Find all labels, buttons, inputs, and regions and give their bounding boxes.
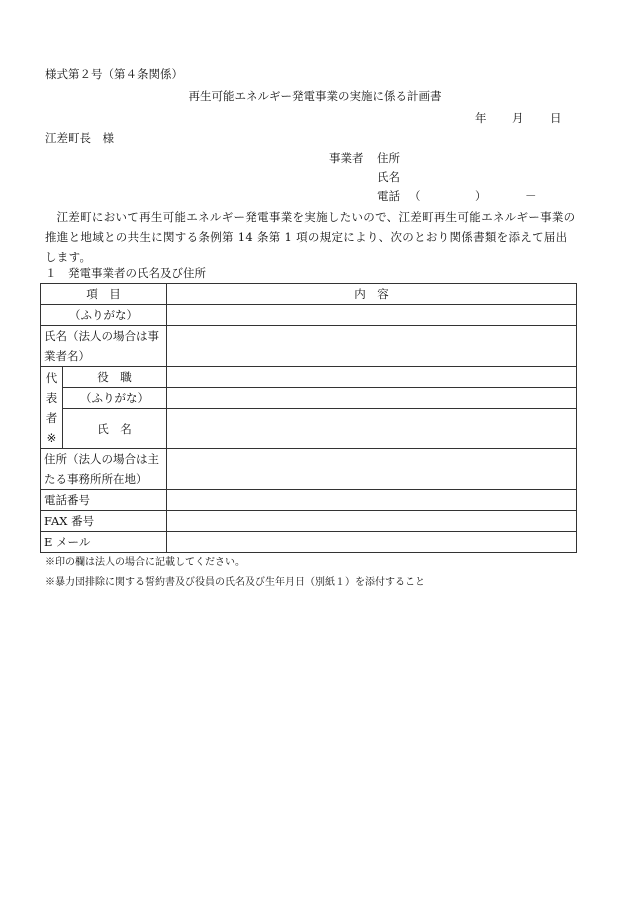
rep-char-3: 者 (45, 410, 58, 425)
position-label: 役 職 (63, 367, 167, 388)
rep-name-value-cell[interactable] (167, 409, 577, 449)
applicant-info-table (40, 283, 577, 553)
table-header-row (41, 284, 577, 305)
rep-char-1: 代 (45, 370, 58, 385)
date-year-label: 年 (475, 111, 487, 125)
table-row (41, 326, 577, 367)
table-row (41, 305, 577, 326)
email-label: E メール (41, 532, 167, 553)
date-day-label: 日 (550, 111, 562, 125)
name-value-cell[interactable] (167, 326, 577, 367)
address-label: 住所（法人の場合は主たる事務所所在地） (41, 449, 167, 490)
phone-label: 電話番号 (41, 490, 167, 511)
furigana-label: （ふりがな） (41, 305, 167, 326)
document-title: 再生可能エネルギー発電事業の実施に係る計画書 (188, 89, 442, 103)
note-corporate: ※印の欄は法人の場合に記載してください。 (45, 557, 245, 568)
header-content: 内 容 (167, 284, 577, 305)
table-row (41, 367, 577, 388)
phone-close-paren: ） (475, 189, 487, 203)
address-value-cell[interactable] (167, 449, 577, 490)
rep-char-2: 表 (45, 390, 58, 405)
phone-dash: － (525, 189, 537, 203)
section-title: １ 発電事業者の氏名及び住所 (45, 266, 206, 280)
table-row (41, 511, 577, 532)
addressee: 江差町長 様 (45, 131, 114, 145)
rep-furigana-value-cell[interactable] (167, 388, 577, 409)
rep-furigana-label: （ふりがな） (63, 388, 167, 409)
phone-open-paren: （ (409, 189, 421, 203)
table-row (41, 409, 577, 449)
rep-char-4: ※ (46, 430, 57, 445)
position-value-cell[interactable] (167, 367, 577, 388)
fax-label: FAX 番号 (41, 511, 167, 532)
fax-value-cell[interactable] (167, 511, 577, 532)
applicant-label: 事業者 (329, 151, 364, 165)
applicant-address-label: 住所 (377, 151, 400, 165)
applicant-block (329, 149, 569, 206)
furigana-value-cell[interactable] (167, 305, 577, 326)
table-row (41, 388, 577, 409)
note-attachment: ※暴力団排除に関する誓約書及び役員の氏名及び生年月日（別紙１）を添付すること (45, 577, 425, 588)
applicant-phone-label: 電話 (377, 189, 400, 203)
applicant-name-label: 氏名 (377, 170, 400, 184)
representative-label (41, 367, 63, 449)
table-row (41, 449, 577, 490)
date-month-label: 月 (512, 111, 524, 125)
header-item: 項 目 (41, 284, 167, 305)
table-row (41, 490, 577, 511)
form-number: 様式第２号（第４条関係） (45, 67, 183, 81)
table-row (41, 532, 577, 553)
email-value-cell[interactable] (167, 532, 577, 553)
body-paragraph: 江差町において再生可能エネルギー発電事業を実施したいので、江差町再生可能エネルギー事業の推進と地域との共生に関する条例第 14 条第 1 項の規定により、次のとおり関係書類を添えて届出します。 (45, 210, 576, 264)
rep-name-label: 氏 名 (63, 409, 167, 449)
name-label: 氏名（法人の場合は事業者名） (41, 326, 167, 367)
phone-value-cell[interactable] (167, 490, 577, 511)
